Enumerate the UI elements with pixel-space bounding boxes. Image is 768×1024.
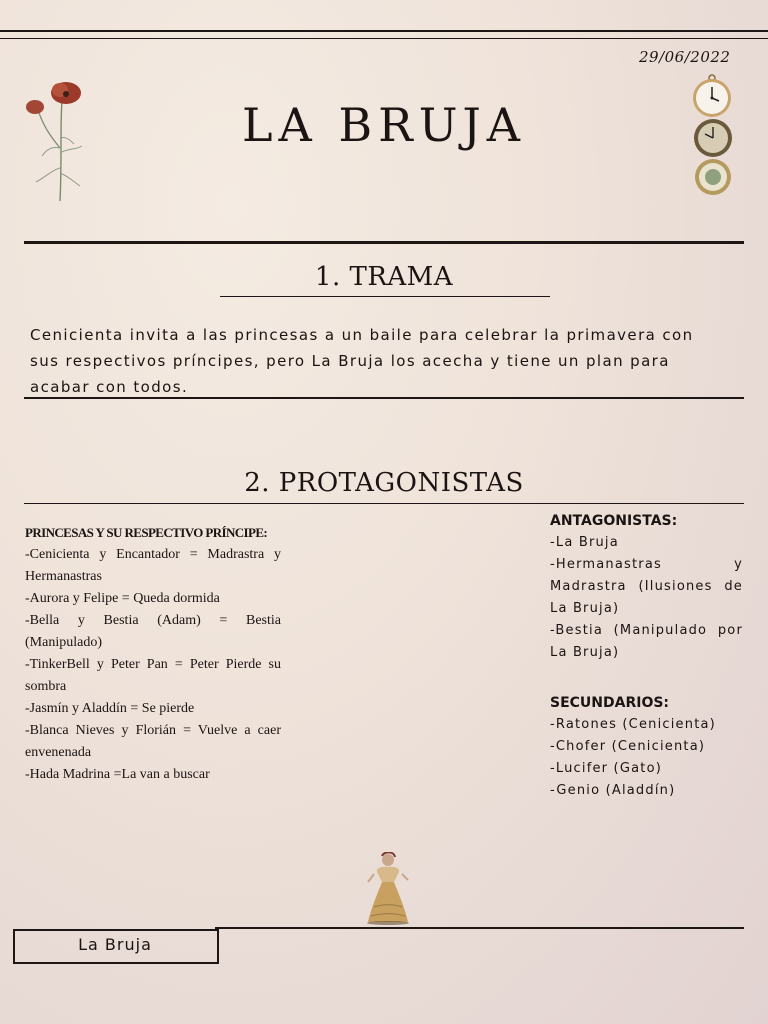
list-item: -Cenicienta y Encantador = Madrastra y Hermanastras	[25, 547, 281, 584]
list-item: -TinkerBell y Peter Pan = Peter Pierde su sombra	[25, 657, 281, 694]
list-item: -Genio (Aladdín)	[550, 783, 676, 798]
princesas-list	[25, 522, 281, 786]
document-date: 29/06/2022	[639, 48, 731, 66]
top-rule-thin	[0, 38, 768, 39]
page-title: LA BRUJA	[241, 98, 527, 152]
list-item: -Blanca Nieves y Florián = Vuelve a caer envenenada	[25, 723, 281, 760]
secundarios-heading: SECUNDARIOS:	[550, 695, 670, 711]
list-item: -La Bruja	[550, 535, 619, 550]
section-divider	[24, 397, 744, 399]
wall-clock-icon	[692, 118, 734, 158]
footer-label: La Bruja	[78, 935, 152, 954]
protagonistas-underline	[24, 503, 744, 504]
list-item: -Bella y Bestia (Adam) = Bestia (Manipulado)	[25, 613, 281, 650]
gold-watch-icon	[694, 158, 732, 196]
footer-rule	[215, 927, 744, 929]
trama-text: Cenicienta invita a las princesas a un baile para celebrar la primavera con sus respectivos príncipes, pero La Bruja los acecha y tiene un plan para acabar con todos.	[30, 326, 694, 396]
protagonistas-heading: 2. PROTAGONISTAS	[244, 468, 524, 498]
trama-underline	[220, 296, 550, 297]
list-item: -Bestia (Manipulado por La Bruja)	[550, 623, 743, 660]
pocket-watch-icon	[692, 74, 732, 118]
list-item: -Lucifer (Gato)	[550, 761, 662, 776]
list-item: -Aurora y Felipe = Queda dormida	[25, 591, 220, 606]
antagonistas-list	[550, 510, 743, 664]
list-item: -Hermanastras y Madrastra (Ilusiones de La Bruja)	[550, 557, 743, 616]
list-item: -Ratones (Cenicienta)	[550, 717, 716, 732]
top-rule	[0, 30, 768, 32]
list-item: -Chofer (Cenicienta)	[550, 739, 706, 754]
princesas-heading: PRINCESAS Y SU RESPECTIVO PRÍNCIPE:	[25, 525, 268, 540]
victorian-lady-icon	[364, 852, 412, 926]
antagonistas-heading: ANTAGONISTAS:	[550, 513, 678, 529]
trama-heading: 1. TRAMA	[314, 262, 454, 292]
list-item: -Jasmín y Aladdín = Se pierde	[25, 701, 195, 716]
list-item: -Hada Madrina =La van a buscar	[25, 767, 210, 782]
secundarios-list	[550, 692, 743, 802]
section-divider	[24, 241, 744, 244]
